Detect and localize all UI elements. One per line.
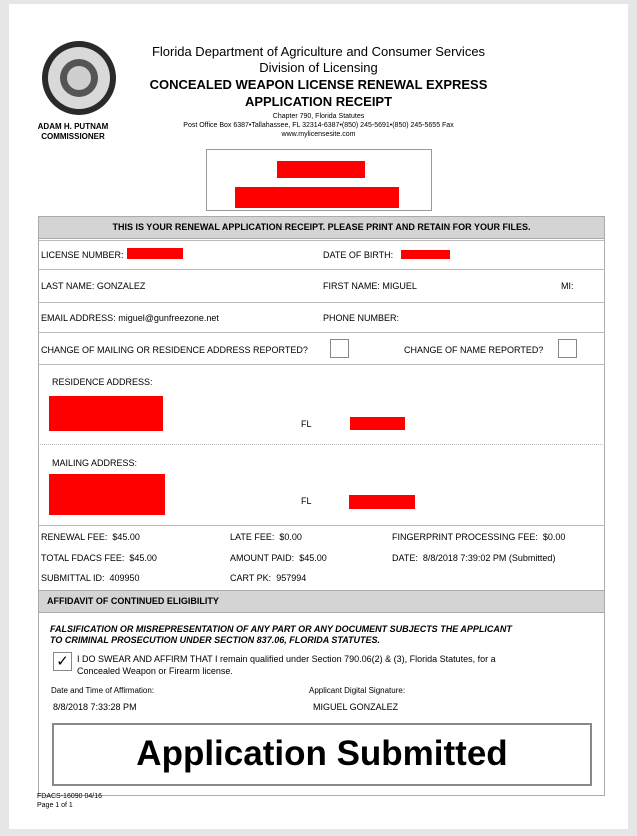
mailing-zip-redaction: [349, 495, 415, 509]
mailing-address-redaction: [49, 474, 165, 515]
commissioner-title: COMMISSIONER: [41, 132, 105, 141]
change-address-checkbox[interactable]: [330, 339, 349, 358]
change-name-checkbox[interactable]: [558, 339, 577, 358]
receipt-banner-text: THIS IS YOUR RENEWAL APPLICATION RECEIPT. PLEASE PRINT AND RETAIN FOR YOUR FILES.: [112, 222, 531, 232]
middle-initial-label: MI:: [561, 281, 574, 291]
last-name-field: [41, 281, 145, 291]
submittal-id-value: 409950: [109, 573, 140, 583]
dob-label: DATE OF BIRTH:: [323, 250, 394, 260]
email-value: miguel@gunfreezone.net: [118, 313, 219, 323]
license-number-redaction: [127, 248, 183, 259]
first-name-value: MIGUEL: [382, 281, 417, 291]
application-status: Application Submitted: [52, 723, 592, 786]
statute-chapter: Chapter 790, Florida Statutes: [272, 113, 365, 120]
affirmation-date-label: Date and Time of Affirmation:: [51, 686, 155, 695]
residence-address-redaction: [49, 396, 163, 431]
amount-paid: AMOUNT PAID: $45.00: [230, 553, 327, 563]
total-fee-value: $45.00: [129, 553, 157, 563]
form-subtitle: APPLICATION RECEIPT: [244, 94, 393, 109]
license-number-label: LICENSE NUMBER:: [41, 250, 124, 260]
submittal-id: SUBMITTAL ID: 409950: [41, 573, 140, 583]
form-number: FDACS-16090 04/16: [37, 793, 102, 800]
change-address-label: CHANGE OF MAILING OR RESIDENCE ADDRESS REPORTED?: [41, 345, 308, 355]
receipt-page: [9, 4, 628, 829]
late-fee: LATE FEE: $0.00: [230, 532, 302, 542]
page-number: Page 1 of 1: [37, 802, 73, 809]
late-fee-value: $0.00: [279, 532, 302, 542]
cart-pk-value: 957994: [276, 573, 307, 583]
phone-label: PHONE NUMBER:: [323, 313, 400, 323]
residence-address-label: RESIDENCE ADDRESS:: [52, 377, 153, 387]
fingerprint-fee-value: $0.00: [542, 532, 566, 542]
warning-line-2: TO CRIMINAL PROSECUTION UNDER SECTION 837.06, FLORIDA STATUTES.: [50, 635, 381, 645]
submission-date-value: 8/8/2018 7:39:02 PM (Submitted): [422, 553, 556, 563]
mailing-address-label: MAILING ADDRESS:: [52, 458, 138, 468]
email-field: [41, 313, 219, 323]
form-title: CONCEALED WEAPON LICENSE RENEWAL EXPRESS: [149, 77, 488, 92]
change-name-label: CHANGE OF NAME REPORTED?: [404, 345, 544, 355]
mailing-state: FL: [301, 496, 312, 506]
submission-date: DATE: 8/8/2018 7:39:02 PM (Submitted): [392, 553, 556, 563]
residence-zip-redaction: [350, 417, 405, 430]
barcode-box: [206, 149, 432, 211]
mailing-info: Post Office Box 6387•Tallahassee, FL 32314-6387•(850) 245-5691•(850) 245-5655 Fax: [183, 122, 454, 129]
commissioner-name: ADAM H. PUTNAM: [37, 122, 109, 131]
sworn-statement-line-2: Concealed Weapon or Firearm license.: [77, 666, 233, 676]
signature-label: Applicant Digital Signature:: [309, 686, 406, 695]
amount-paid-value: $45.00: [299, 553, 327, 563]
signature-value: MIGUEL GONZALEZ: [313, 702, 399, 712]
last-name-label: LAST NAME:: [41, 281, 95, 291]
first-name-field: [323, 281, 417, 291]
affidavit-header: [38, 590, 605, 613]
sworn-statement-line-1: I DO SWEAR AND AFFIRM THAT I remain qualified under Section 790.06(2) & (3), Florida Statutes, for a: [77, 654, 496, 664]
redaction: [235, 187, 399, 208]
renewal-fee: RENEWAL FEE: $45.00: [41, 532, 140, 542]
first-name-label: FIRST NAME:: [323, 281, 380, 291]
renewal-fee-value: $45.00: [112, 532, 140, 542]
warning-line-1: FALSIFICATION OR MISREPRESENTATION OF ANY PART OR ANY DOCUMENT SUBJECTS THE APPLICANT: [50, 624, 512, 634]
affirmation-date-value: 8/8/2018 7:33:28 PM: [53, 702, 137, 712]
division-name: Division of Licensing: [259, 60, 378, 75]
website-link[interactable]: www.mylicensesite.com: [281, 131, 356, 138]
receipt-banner: [38, 216, 605, 239]
email-label: EMAIL ADDRESS:: [41, 313, 116, 323]
department-name: Florida Department of Agriculture and Consumer Services: [151, 44, 486, 59]
affirm-checkbox[interactable]: ✓: [53, 652, 72, 671]
last-name-value: GONZALEZ: [96, 281, 146, 291]
redaction: [277, 161, 365, 178]
dob-redaction: [401, 250, 450, 259]
cart-pk: CART PK: 957994: [230, 573, 307, 583]
fingerprint-fee: FINGERPRINT PROCESSING FEE: $0.00: [392, 532, 566, 542]
residence-state: FL: [301, 419, 312, 429]
total-fee: TOTAL FDACS FEE: $45.00: [41, 553, 157, 563]
affidavit-title: AFFIDAVIT OF CONTINUED ELIGIBILITY: [47, 596, 219, 606]
